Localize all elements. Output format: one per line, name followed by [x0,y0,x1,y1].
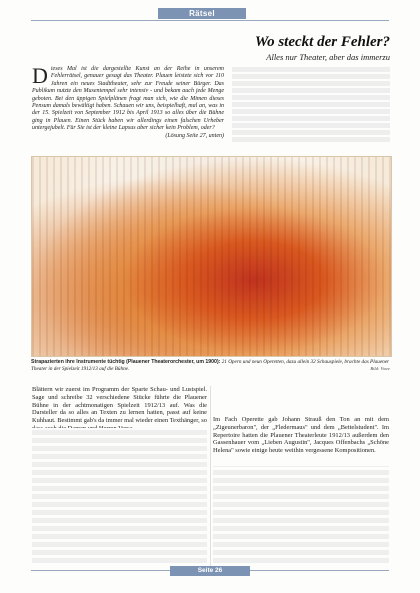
photo-credit: Bild: Vowe [370,366,390,371]
header-rule [31,20,389,21]
column-divider [210,386,211,566]
photo-texture [32,157,391,356]
faded-text-block [232,66,390,142]
article-title: Wo steckt der Fehler? [254,34,390,50]
intro-text: ieses Mal ist die dargestellte Kunst an der Reihe in unserem Fehlerrätsel, genauer gesagt das Theater. Plauen leistete sich vor 110 Jahren ein neues Stadttheater, sehr zur Freude seiner Bürger. Das Publikum nutzte den Musentempel sehr intensiv - und bekam auch jede Menge geboten. Bei den üppigen Spielplänen fragt man sich, wie die Mimen dieses Pensum damals bewältigt haben. Schauen wir uns, beispielhaft, mal an, was in der 15. Spielzeit von September 1912 bis April 1913 so alles über die Bühne ging in Plauen. Einen Stück haben wir allerdings einen falschen Urheber untergejubelt. Für Sie ist der kleine Lapsus aber sicher kein Problem, oder? [32,66,224,132]
intro-solution: (Lösung Seite 27, unten) [165,132,224,139]
article-subtitle: Alles nur Theater, aber das immerzu [266,52,390,62]
faded-text-right [213,466,389,563]
caption-bold: Strapazierten ihre Instrumente tüchtig (Plauener Theaterorchester, um 1900): [31,359,221,365]
intro-paragraph [32,63,224,140]
orchestra-photo [31,156,392,357]
faded-text-left [32,428,207,563]
page-number: Seite 26 [170,566,250,576]
body-right-column: Im Fach Operette gab Johann Strauß den Ton an mit dem „Zigeunerbaron", der „Fledermaus" und dem „Bettelstudent". Im Repertoire hatten die Plauener Theaterleute 1912/13 außerdem den Gassenhauer vom „Lieben Augustin", Jacques Offenbachs „Schöne Helena" sowie einige heute weithin vergessene Kompositionen. [213,416,389,455]
caption-italic: 21 Opern und neun Operetten, dazu allein 32 Schauspiele, brachte das Plauener Theater in der Spielzeit 1912/13 auf die Bühne. [31,359,390,372]
intro-dropcap: D [32,63,48,88]
body-left-column: Blättern wir zuerst im Programm der Sparte Schau- und Lustspiel. Sage und schreibe 32 verschiedene Stücke führte die Plauener Bühne in der achtmonatigen Spielzeit 1912/13 auf. Was die Darsteller da so alles an Texten zu lernen hatten, passt auf keine Kuhhaut. Bestimmt gab's da immer mal wieder einen Texthänger, so [32,386,207,425]
section-header: Rätsel [158,8,246,19]
